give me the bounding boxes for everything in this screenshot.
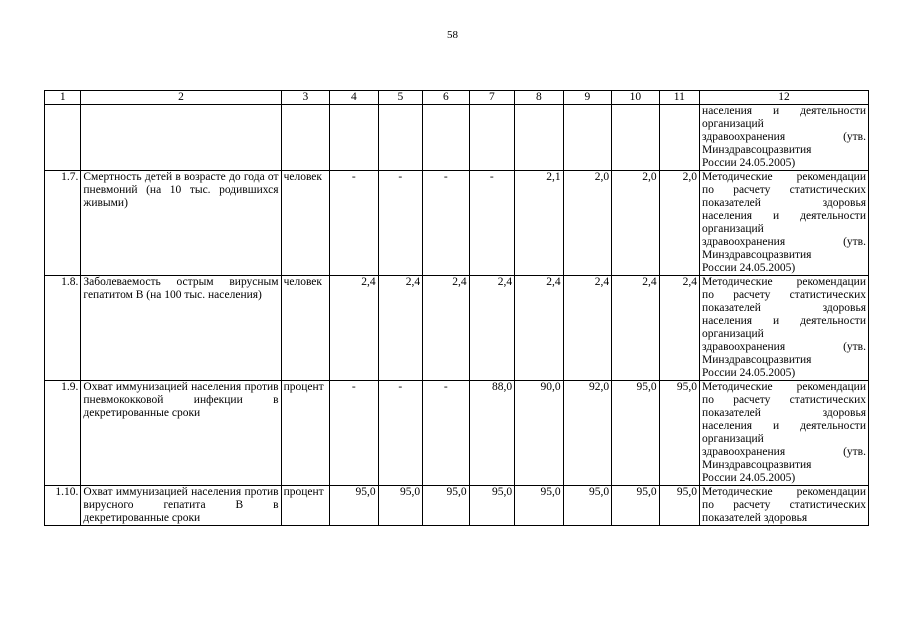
source-line: организаций bbox=[702, 433, 764, 445]
indicator-cell: Охват иммунизацией населения против вирусного гепатита В в декретированные сроки bbox=[81, 486, 281, 526]
source-line: Минздравсоцразвития bbox=[702, 459, 812, 471]
value-cell bbox=[330, 105, 379, 171]
source-line: населения и деятельности bbox=[702, 210, 866, 222]
source-line: Минздравсоцразвития bbox=[702, 354, 812, 366]
unit-cell: человек bbox=[281, 171, 330, 276]
source-line: организаций bbox=[702, 328, 764, 340]
source-line: России 24.05.2005) bbox=[702, 262, 796, 274]
source-cell bbox=[700, 276, 869, 381]
value-cell: - bbox=[378, 381, 422, 486]
value-cell: 95,0 bbox=[515, 486, 564, 526]
value-cell bbox=[378, 105, 422, 171]
unit-cell: процент bbox=[281, 381, 330, 486]
table-row bbox=[45, 486, 869, 526]
value-cell: 2,4 bbox=[469, 276, 514, 381]
value-cell: 95,0 bbox=[563, 486, 612, 526]
source-line: организаций bbox=[702, 223, 764, 235]
row-number-cell: 1.8. bbox=[45, 276, 81, 381]
source-line: населения и деятельности bbox=[702, 315, 866, 327]
indicator-cell: Смертность детей в возрасте до года от пневмоний (на 10 тыс. родившихся живыми) bbox=[81, 171, 281, 276]
header-cell: 10 bbox=[612, 91, 660, 105]
source-line: здравоохранения (утв. bbox=[702, 131, 866, 143]
source-line: показателей здоровья bbox=[702, 197, 866, 209]
value-cell bbox=[563, 105, 612, 171]
source-line: здравоохранения (утв. bbox=[702, 446, 866, 458]
source-line: Минздравсоцразвития bbox=[702, 249, 812, 261]
value-cell: 95,0 bbox=[659, 381, 699, 486]
value-cell: 95,0 bbox=[659, 486, 699, 526]
value-cell: 95,0 bbox=[612, 486, 660, 526]
value-cell bbox=[612, 105, 660, 171]
value-cell: 95,0 bbox=[330, 486, 379, 526]
value-cell: 2,1 bbox=[515, 171, 564, 276]
value-cell: - bbox=[330, 171, 379, 276]
column-number-header bbox=[45, 91, 869, 105]
page-number: 58 bbox=[447, 29, 458, 41]
header-cell: 7 bbox=[469, 91, 514, 105]
header-cell: 3 bbox=[281, 91, 330, 105]
value-cell: 90,0 bbox=[515, 381, 564, 486]
value-cell: - bbox=[469, 171, 514, 276]
header-cell: 2 bbox=[81, 91, 281, 105]
source-line: по расчету статистических bbox=[702, 289, 866, 301]
source-line: здравоохранения (утв. bbox=[702, 341, 866, 353]
source-line: Минздравсоцразвития bbox=[702, 144, 812, 156]
indicators-table bbox=[44, 90, 869, 526]
source-line: показателей здоровья bbox=[702, 407, 866, 419]
source-line: населения и деятельности bbox=[702, 420, 866, 432]
header-cell: 6 bbox=[423, 91, 470, 105]
value-cell: 2,4 bbox=[330, 276, 379, 381]
header-cell: 4 bbox=[330, 91, 379, 105]
unit-cell: человек bbox=[281, 276, 330, 381]
source-line: Методические рекомендации bbox=[702, 276, 866, 288]
source-line: Методические рекомендации bbox=[702, 171, 866, 183]
source-cell bbox=[700, 486, 869, 526]
source-line: здравоохранения (утв. bbox=[702, 236, 866, 248]
row-number-cell bbox=[45, 105, 81, 171]
source-line: показателей здоровья bbox=[702, 302, 866, 314]
header-cell: 9 bbox=[563, 91, 612, 105]
source-line: Методические рекомендации bbox=[702, 381, 866, 393]
source-line: Методические рекомендации bbox=[702, 486, 866, 498]
header-cell: 1 bbox=[45, 91, 81, 105]
source-line: по расчету статистических bbox=[702, 184, 866, 196]
source-line: России 24.05.2005) bbox=[702, 472, 796, 484]
value-cell: - bbox=[378, 171, 422, 276]
value-cell bbox=[515, 105, 564, 171]
source-line: России 24.05.2005) bbox=[702, 367, 796, 379]
value-cell: 95,0 bbox=[423, 486, 470, 526]
source-line: по расчету статистических bbox=[702, 394, 866, 406]
value-cell: 95,0 bbox=[378, 486, 422, 526]
value-cell bbox=[469, 105, 514, 171]
value-cell: 92,0 bbox=[563, 381, 612, 486]
unit-cell: процент bbox=[281, 486, 330, 526]
indicator-cell bbox=[81, 105, 281, 171]
indicator-cell: Охват иммунизацией населения против пневмококковой инфекции в декретированные сроки bbox=[81, 381, 281, 486]
source-cell bbox=[700, 381, 869, 486]
table-row bbox=[45, 276, 869, 381]
value-cell: 95,0 bbox=[612, 381, 660, 486]
source-line: населения и деятельности bbox=[702, 105, 866, 117]
value-cell: 2,4 bbox=[515, 276, 564, 381]
value-cell: - bbox=[423, 381, 470, 486]
unit-cell bbox=[281, 105, 330, 171]
value-cell: 2,0 bbox=[659, 171, 699, 276]
source-line: по расчету статистических bbox=[702, 499, 866, 511]
row-number-cell: 1.9. bbox=[45, 381, 81, 486]
value-cell: 2,0 bbox=[612, 171, 660, 276]
row-number-cell: 1.7. bbox=[45, 171, 81, 276]
value-cell bbox=[659, 105, 699, 171]
value-cell: 88,0 bbox=[469, 381, 514, 486]
indicator-cell: Заболеваемость острым вирусным гепатитом В (на 100 тыс. населения) bbox=[81, 276, 281, 381]
source-cell bbox=[700, 171, 869, 276]
source-line: России 24.05.2005) bbox=[702, 157, 796, 169]
header-cell: 5 bbox=[378, 91, 422, 105]
value-cell: 2,4 bbox=[612, 276, 660, 381]
source-line: организаций bbox=[702, 118, 764, 130]
header-cell: 12 bbox=[700, 91, 869, 105]
value-cell: 95,0 bbox=[469, 486, 514, 526]
table-row bbox=[45, 381, 869, 486]
value-cell: 2,4 bbox=[423, 276, 470, 381]
value-cell: 2,4 bbox=[563, 276, 612, 381]
value-cell: 2,0 bbox=[563, 171, 612, 276]
source-cell bbox=[700, 105, 869, 171]
value-cell: - bbox=[423, 171, 470, 276]
table-row bbox=[45, 171, 869, 276]
value-cell: - bbox=[330, 381, 379, 486]
header-cell: 8 bbox=[515, 91, 564, 105]
value-cell bbox=[423, 105, 470, 171]
value-cell: 2,4 bbox=[659, 276, 699, 381]
row-number-cell: 1.10. bbox=[45, 486, 81, 526]
continuation-row bbox=[45, 105, 869, 171]
source-line: показателей здоровья bbox=[702, 512, 808, 524]
value-cell: 2,4 bbox=[378, 276, 422, 381]
header-cell: 11 bbox=[659, 91, 699, 105]
